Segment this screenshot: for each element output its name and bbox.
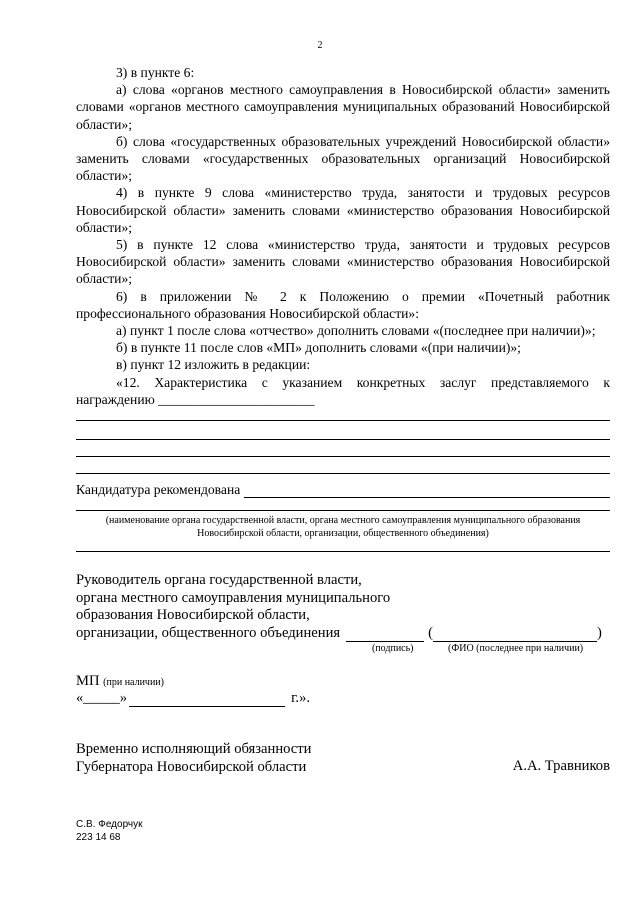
date-month-blank [129, 694, 285, 707]
date-line [76, 690, 310, 707]
candidacy-fill-line [244, 485, 610, 498]
paragraph-item-12-text: «12. Характеристика с указанием конкретных заслуг представляемого к награждению [76, 374, 610, 407]
fio-blank [433, 629, 597, 642]
signatory-line-3: образования Новосибирской области, [76, 607, 310, 623]
paragraph-item-6c: в) пункт 12 изложить в редакции: [116, 357, 311, 373]
signatory-line-4 [76, 625, 610, 643]
candidacy-label: Кандидатура рекомендована [76, 482, 241, 497]
fill-line-award-end [76, 420, 610, 421]
signature-caption: (подпись) [372, 643, 414, 654]
year-suffix: г.». [291, 690, 311, 706]
signature-blank [346, 629, 424, 642]
fio-open-paren: ( [428, 624, 433, 641]
fio-caption: (ФИО (последнее при наличии) [448, 643, 584, 654]
signatory-line-1: Руководитель органа государственной власти, [76, 572, 362, 588]
signatory-block [76, 572, 610, 642]
candidacy-row [76, 482, 610, 498]
stamp-place [76, 672, 164, 692]
paragraph-item-3: 3) в пункте 6: [116, 65, 195, 80]
executor-name: С.В. Федорчук [76, 819, 143, 830]
candidacy-caption: (наименование органа государственной власти, органа местного самоуправления муниципального образования Новосибирской области, организации, общественного объединения) [105, 515, 581, 539]
page-number: 2 [317, 40, 323, 51]
mp-note: (при наличии) [103, 677, 164, 688]
fill-line-2 [76, 456, 610, 457]
fio-close-paren: ) [597, 624, 602, 641]
governor-name: А.А. Травников [512, 758, 610, 774]
fill-line-3 [76, 473, 610, 474]
date-close-quote: » [119, 690, 128, 706]
candidacy-second-line [76, 510, 610, 511]
paragraph-item-6a: а) пункт 1 после слова «отчество» дополнить словами «(последнее при наличии)»; [116, 323, 596, 339]
signatory-line-2: органа местного самоуправления муниципального [76, 589, 391, 606]
paragraph-item-6: 6) в приложении № 2 к Положению о премии «Почетный работник профессионального образования Новосибирской области»: [76, 288, 610, 321]
candidacy-third-line [76, 551, 610, 552]
document-body [76, 64, 610, 408]
governor-title-line-1: Временно исполняющий обязанности [76, 741, 312, 757]
fill-line-1 [76, 439, 610, 440]
executor-phone: 223 14 68 [76, 832, 121, 843]
signatory-org-label: организации, общественного объединения [76, 624, 341, 641]
governor-title [76, 740, 311, 776]
mp-label: МП [76, 673, 100, 689]
paragraph-item-12-quote [76, 374, 610, 408]
executor-info [76, 818, 143, 844]
governor-title-line-2: Губернатора Новосибирской области [76, 759, 307, 775]
paragraph-item-3b: б) слова «государственных образовательных учреждений Новосибирской области» заменить словами «государственных образовательных организаций Новосибирской области»; [76, 133, 610, 184]
award-fill-underscores: _______________________ [158, 391, 315, 407]
paragraph-item-4: 4) в пункте 9 слова «министерство труда, занятости и трудовых ресурсов Новосибирской области» заменить словами «министерство образования Новосибирской области»; [76, 185, 610, 235]
date-open-quote: « [76, 690, 84, 706]
paragraph-item-3a: а) слова «органов местного самоуправления в Новосибирской области» заменить словами «органов местного самоуправления муниципальных образований Новосибирской области»; [76, 82, 610, 132]
paragraph-item-6b: б) в пункте 11 после слов «МП» дополнить словами «(при наличии)»; [116, 340, 521, 356]
date-day-blank: _____ [83, 690, 120, 706]
paragraph-item-5: 5) в пункте 12 слова «министерство труда, занятости и трудовых ресурсов Новосибирской области» заменить словами «министерство образования Новосибирской области»; [76, 237, 610, 287]
